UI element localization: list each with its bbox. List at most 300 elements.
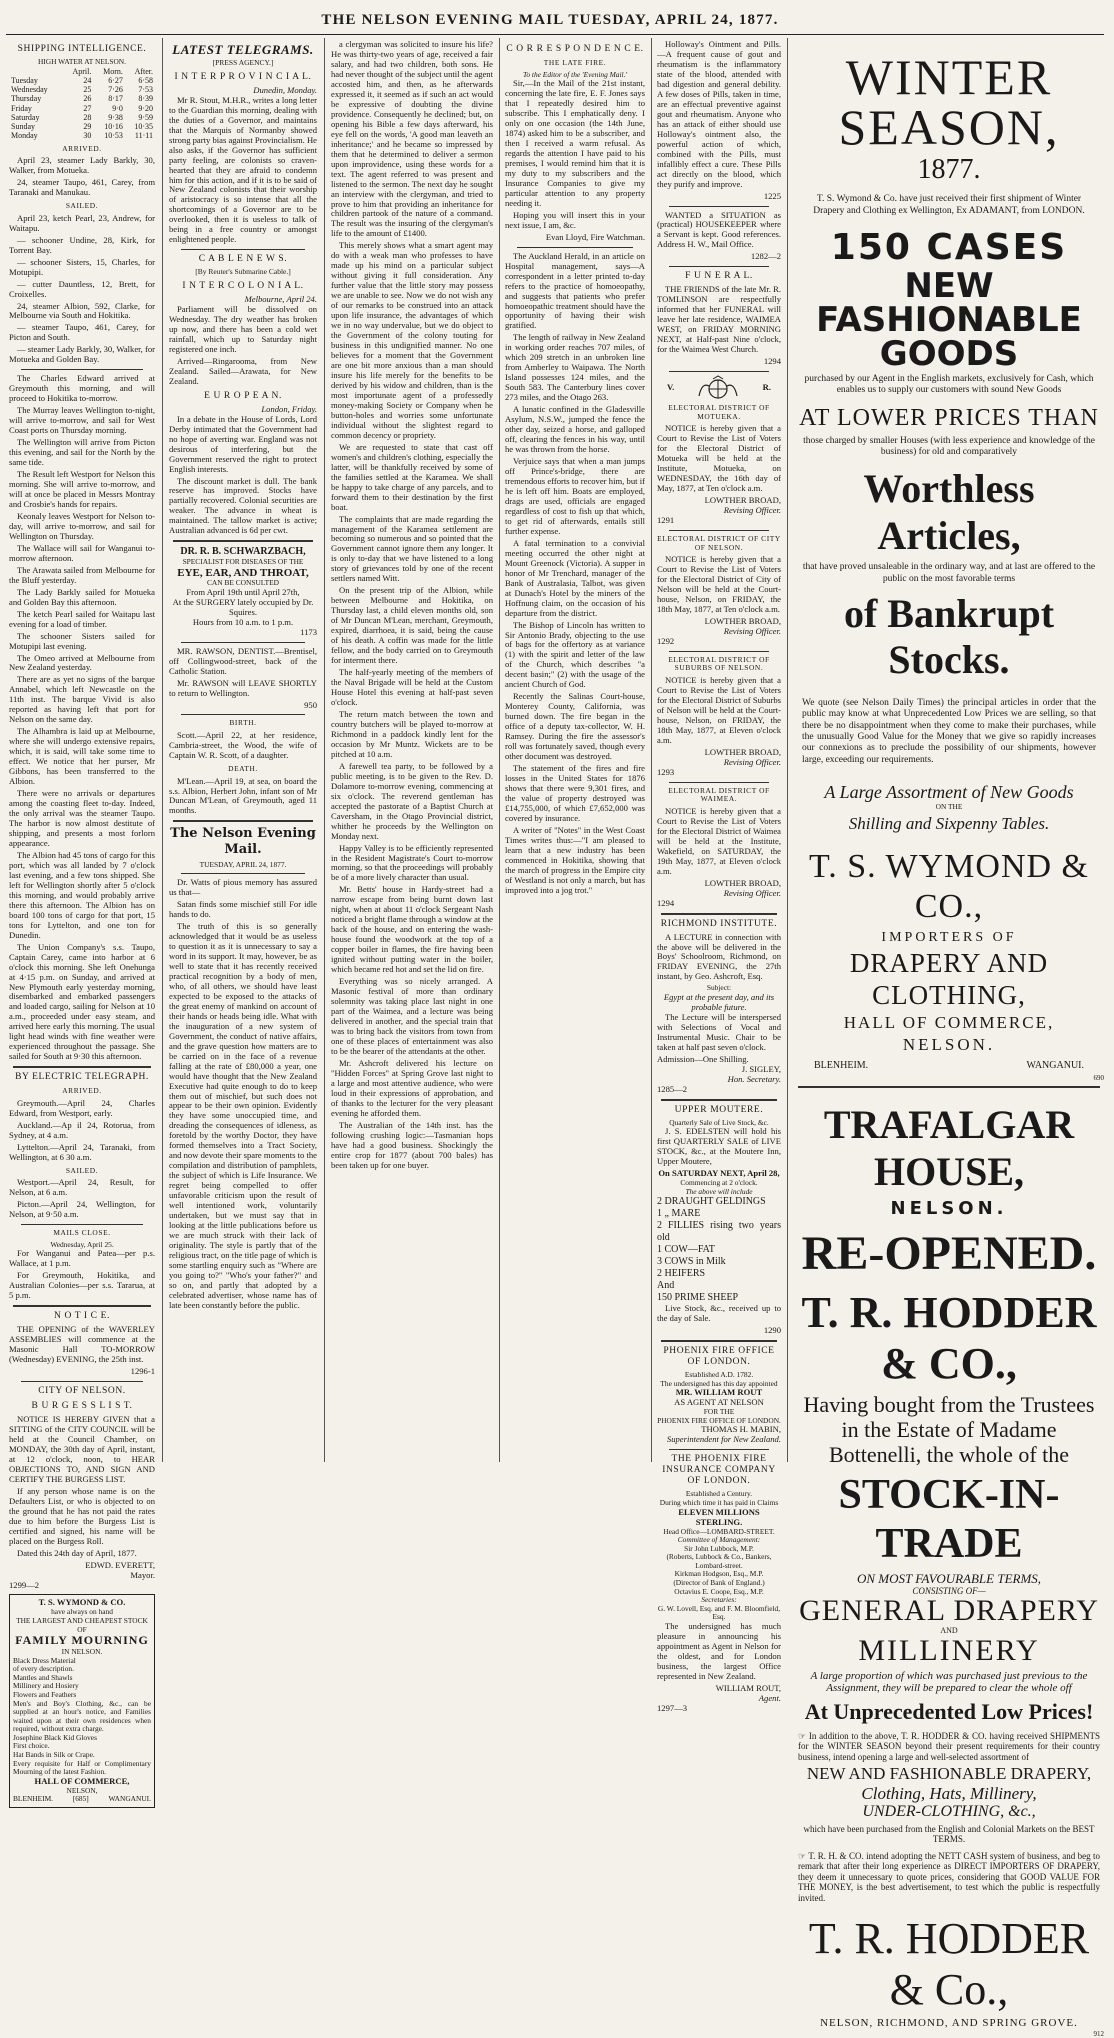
- tide-cell: 25: [83, 85, 92, 95]
- paper-date: TUESDAY, APRIL 24, 1877.: [199, 859, 287, 869]
- mails-day: Wednesday, April 25.: [50, 1239, 114, 1249]
- news-paragraph: The Arawata sailed from Melbourne for the Bluff yesterday.: [9, 564, 155, 585]
- tide-cell: Sunday: [11, 122, 35, 132]
- column-divider: [324, 38, 325, 1462]
- news-paragraph: The Omeo arrived at Melbourne from New Zealand yesterday.: [9, 652, 155, 673]
- importers-label: IMPORTERS OF: [881, 930, 1017, 946]
- ad-number: 1290: [763, 1325, 781, 1336]
- tide-cell: Monday: [11, 131, 38, 141]
- tide-cell: 10·53: [104, 131, 123, 141]
- role: Revising Officer.: [723, 625, 781, 636]
- column-shipping: [4, 38, 160, 1804]
- phoenix-heading: PHOENIX FIRE OFFICE OF LONDON.: [663, 1346, 775, 1368]
- large-proportion-text: A large proportion of which was purchased just previous to the Assignment, they will be prepared to clear the whole off: [810, 1669, 1088, 1695]
- tide-cell: 24: [83, 75, 92, 85]
- city-elec-heading: ELECTORAL DISTRICT OF CITY OF NELSON.: [657, 533, 781, 552]
- advert-items: [13, 1657, 151, 1777]
- advert-item: Black Dress Material: [13, 1655, 76, 1665]
- news-paragraph: The Murray leaves Wellington to-night, will arrive to-morrow, and sail for West Coast ports on Thursday morning.: [9, 405, 155, 436]
- millinery-headline: MILLINERY: [858, 1633, 1040, 1667]
- telegraph-arrived-list: [9, 1099, 155, 1163]
- tide-head-cell: After.: [134, 66, 153, 76]
- tide-row: [9, 85, 155, 94]
- advert-item: of every description.: [13, 1664, 74, 1674]
- news-paragraph: Mr. Betts' house in Hardy-street had a narrow escape from being burnt down last night, when at about 11 o'clock Sergeant Nash noticed a bright flame through a window at the back of the house, and on entering the wash-house found the woodwork at the top of a copper boiler in flames, the fire having been ignited without putting water in the boiler, which became red hot and set the lid on fire.: [331, 884, 493, 975]
- arrived-item: 24, steamer Taupo, 461, Carey, from Taranaki and Manukau.: [9, 177, 155, 198]
- news-paragraph: The statement of the fires and fire losses in the United States for 1876 shows that there were 9,301 fires, and the value of property destroyed was £14,755,000, of which £7,652,000 was covered by insurance.: [505, 763, 645, 823]
- sailed-item: April 23, ketch Pearl, 23, Andrew, for Waitapu.: [9, 212, 155, 233]
- general-drapery-headline: GENERAL DRAPERY: [799, 1594, 1099, 1628]
- column-display-adverts: [788, 38, 1110, 2038]
- city-heading: CITY OF NELSON.: [38, 1385, 126, 1396]
- news-paragraph: The Charles Edward arrived at Greymouth this morning, and will proceed to Hokitika to-morrow.: [9, 373, 155, 404]
- livestock-item: 2 DRAUGHT GELDINGS: [657, 1196, 766, 1208]
- mourning-advert: [9, 1594, 155, 1807]
- richmond-admission: Admission—One Shilling.: [657, 1053, 749, 1064]
- divider: [21, 1224, 143, 1225]
- motueka-text: NOTICE is hereby given that a Court to Revise the List of Voters for the Electoral District of Motueka will be held at the Institute, Motueka, on WEDNESDAY, the 16th day of May, 1877, at Ten o'clock a.m.: [657, 423, 781, 494]
- addition-text-body: In addition to the above, T. R. HODDER & CO. having received SHIPMENTS for the WINTER SEASON beyond their present requirements for their country business, intend opening a large and well-selected assortment of: [798, 1730, 1101, 1762]
- committee-member: (Director of Bank of England.): [673, 1577, 765, 1587]
- moutere-sub: Quarterly Sale of Live Stock, &c.: [669, 1117, 769, 1127]
- branch-place: BLENHEIM.: [814, 1060, 869, 1072]
- signature: LOWTHER BROAD,: [704, 746, 781, 757]
- reopened-headline: RE-OPENED.: [801, 1226, 1097, 1280]
- interprovincial-heading: I N T E R P R O V I N C I A L.: [174, 71, 312, 82]
- news-paragraph: The length of railway in New Zealand in working order reaches 707 miles, of which 209 stretch in an unbroken line from Amberley to Waipawa. The North Island possesses 124 miles, and the South 583. The Canterbury lines cover 273 miles, and the Otago 263.: [505, 332, 645, 403]
- moutere-time: Commencing at 2 o'clock.: [680, 1178, 758, 1188]
- intend-text-body: T. R. H. & CO. intend adopting the NETT CASH system of business, and beg to remark that after their long experience as DIRECT IMPORTERS OF DRAPERY, they deem it unnecessary to quote prices, considering that GOOD VALUE FOR THE MONEY, is the best advertisement, to test which the public is respectfully invited.: [798, 1850, 1100, 1903]
- phoenix2-secretaries: G. W. Lovell, Esq. and F. M. Bloomfield, Esq.: [657, 1603, 781, 1622]
- divider: [181, 642, 305, 643]
- ad-number: 1293: [657, 766, 675, 777]
- divider: [517, 247, 633, 248]
- column-notices: [652, 38, 786, 1713]
- tide-row: [9, 76, 155, 85]
- phoenix2-office: Head Office—LOMBARD-STREET.: [663, 1526, 775, 1536]
- editorial: [169, 878, 317, 1311]
- advert-item: Josephine Black Kid Gloves: [13, 1732, 97, 1742]
- advert-hall: HALL OF COMMERCE,: [34, 1775, 130, 1786]
- signature: LOWTHER BROAD,: [704, 495, 781, 506]
- divider: [13, 1305, 151, 1307]
- news-paragraph: The Result left Westport for Nelson this morning. She will arrive to-morrow, and will at once be placed in Messrs Montray and Crosbie's hands for repairs.: [9, 469, 155, 509]
- telegraph-arrived-item: Lyttelton.—April 24, Taranaki, from Wellington, at 6 30 a.m.: [9, 1141, 155, 1162]
- divider: [669, 530, 769, 531]
- tide-cell: Saturday: [11, 112, 40, 122]
- news-paragraph: The Albion had 45 tons of cargo for this port, which was all landed by 7 o'clock last evening, and a few tons shipped. She left for Wellington shortly after 5 o'clock this morning, and would probably arrive there this afternoon. The Albion has on board 100 tons of cargo for that port, 15 tons for Lyttelton, and one ton for Dunedin.: [9, 849, 155, 940]
- european-heading: E U R O P E A N.: [204, 390, 282, 401]
- hodder-firm-footer: T. R. HODDER & Co.,: [808, 1914, 1090, 2015]
- branch-place: WANGANUI.: [1026, 1060, 1084, 1072]
- addition-text: [798, 1731, 1100, 1762]
- high-water-heading: HIGH WATER AT NELSON.: [37, 57, 126, 67]
- tide-cell: 6·58: [138, 75, 153, 85]
- cable-sub: [By Reuter's Submarine Cable.]: [195, 267, 291, 277]
- unprecedented-headline: At Unprecedented Low Prices!: [804, 1699, 1094, 1725]
- rawson-text-2: Mr. RAWSON will LEAVE SHORTLY to return to Wellington.: [169, 677, 317, 698]
- article-text: The discount market is dull. The bank reserve has improved. Stocks have partially recovered. Colonial securities are weaker. The advance in wheat is maintained. The tallow market is active; Australian advanced is 6d per cwt.: [169, 475, 317, 536]
- ad-number: 1294: [657, 897, 675, 908]
- role: Hon. Secretary.: [727, 1073, 781, 1084]
- having-bought-text: Having bought from the Trustees in the Estate of Madame Bottenelli, the whole of the: [803, 1391, 1095, 1468]
- tide-head-row: [9, 67, 155, 76]
- signature: THOMAS H. MABIN,: [701, 1424, 781, 1435]
- divider: [669, 371, 769, 372]
- news-items: [505, 252, 645, 896]
- sailed-item: 24, steamer Albion, 592, Clarke, for Melbourne via South and Hokitika.: [9, 300, 155, 321]
- news-paragraph: There are as yet no signs of the barque Annabel, which left Newcastle on the 11th inst. The barque Vivid is also reported as having left that port for Nelson on the same day.: [9, 674, 155, 725]
- funeral-heading: F U N E R A L.: [685, 271, 753, 282]
- letter-to: To the Editor of the 'Evening Mail.': [522, 69, 628, 79]
- waimea-heading: ELECTORAL DISTRICT OF WAIMEA.: [668, 785, 770, 804]
- death-text: M'Lean.—April 19, at sea, on board the s.s. Albion, Herbert John, infant son of Mr Duncan M'Lean, of Greymouth, aged 11 months.: [169, 775, 317, 816]
- divider: [669, 782, 769, 783]
- branch-places: [814, 1060, 1084, 1072]
- arrived-list: [9, 156, 155, 198]
- tide-row: [9, 131, 155, 140]
- telegraph-sailed-item: Westport.—April 24, Result, for Nelson, at 6 a.m.: [9, 1177, 155, 1198]
- tide-cell: 28: [83, 112, 92, 122]
- telegraph-sailed-list: [9, 1178, 155, 1220]
- doctor-sub: SPECIALIST FOR DISEASES OF THE: [182, 556, 304, 566]
- hodder-locations: NELSON, RICHMOND, AND SPRING GROVE.: [820, 2017, 1078, 2030]
- doctor-consult: CAN BE CONSULTED: [207, 578, 279, 588]
- signature: J. SIGLEY,: [741, 1063, 781, 1074]
- divider: [21, 369, 143, 370]
- burgess-number: 1299—2: [9, 1579, 40, 1590]
- moutere-include: The above will include: [685, 1186, 753, 1196]
- news-paragraph: Verjuice says that when a man jumps off Prince's-bridge, there are tremendous efforts to recover him, but if he is left off him. Boats are employed, drags are used, officials are engaged regardless of cost to fish up that which, to get rid of afterwards, entails still further expense.: [505, 456, 645, 536]
- doctor-place: At the SURGERY lately occupied by Dr. Squires.: [172, 596, 314, 617]
- vr-letter: R.: [762, 382, 771, 393]
- richmond-text: A LECTURE in connection with the above will be delivered in the Boys' Schoolroom, Richmond, on FRIDAY EVENING, the 27th instant, by Geo. Ashcroft, Esq.: [657, 931, 781, 982]
- livestock-item: 2 HEIFERS: [657, 1268, 706, 1280]
- advert-item: Every requisite for Half or Complimentary Mourning of the latest Fashion.: [13, 1758, 151, 1777]
- tide-cell: 9·20: [138, 103, 153, 113]
- tide-cell: 7·26: [108, 85, 123, 95]
- phoenix-agent: AS AGENT AT NELSON: [674, 1397, 764, 1408]
- news-paragraph: On the present trip of the Albion, while between Melbourne and Hokitika, on Thursday last, a child eleven months old, son of Mr Duncan M'Lean, merchant, Greymouth, expired, diarrhoea, it is said, being the cause of his death. A coffin was made for the little fellow, and the body carried on to Greymouth for interment there.: [331, 585, 493, 666]
- phoenix2-claims: During which time it has paid in Claims: [659, 1497, 779, 1507]
- signature: WILLIAM ROUT,: [715, 1682, 781, 1693]
- telegraph-sailed-item: Picton.—April 24, Wellington, for Nelson, at 9·50 a.m.: [9, 1199, 155, 1220]
- tide-cell: 10·16: [104, 122, 123, 132]
- tide-cell: Friday: [11, 103, 32, 113]
- ad-number: 1291: [657, 514, 675, 525]
- masthead-title: THE NELSON EVENING MAIL TUESDAY, APRIL 24, 1877.: [321, 12, 779, 28]
- trafalgar-headline: TRAFALGAR HOUSE,: [823, 1102, 1075, 1194]
- sailed-item: — steamer Taupo, 461, Carey, for Picton and South.: [9, 322, 155, 343]
- burgess-text-2: If any person whose name is on the Defaulters List, or who is objected to on the ground that he has not paid the rates due to him before the Burgess List is certified and signed, his name will be placed on the Burgess Roll.: [9, 1485, 155, 1546]
- tide-cell: 6·27: [108, 75, 123, 85]
- livestock-item: 150 PRIME SHEEP: [657, 1292, 739, 1304]
- royal-arms: [667, 376, 771, 400]
- advert-headline: FAMILY MOURNING: [15, 1633, 149, 1648]
- masthead-rule: [6, 34, 1104, 35]
- winter-season-headline: WINTER SEASON,: [838, 49, 1060, 155]
- phoenix-name: MR. WILLIAM ROUT: [675, 1387, 763, 1398]
- worthless-text: that have proved unsaleable in the ordinary way, and at last are offered to the public on the most favorable terms: [802, 562, 1096, 584]
- news-paragraph: Recently the Salinas Court-house, Monterey County, California, was burned down. The fire began in the office of a deputy tax-collector, W. H. Ramsey. During the fire the assessor's roll was fortunately saved, though every other document was destroyed.: [505, 691, 645, 762]
- intend-text: [798, 1851, 1100, 1903]
- burgess-dated: Dated this 24th day of April, 1877.: [17, 1547, 137, 1558]
- new-fashionable-headline: NEW AND FASHIONABLE DRAPERY,: [806, 1763, 1092, 1783]
- ad-number: 1225: [763, 190, 781, 201]
- phoenix2-members: [657, 1545, 781, 1596]
- crest-icon: [696, 376, 740, 400]
- sailed-item: — steamer Lady Barkly, 30, Walker, for Motueka and Golden Bay.: [9, 344, 155, 365]
- burgess-signature: EDWD. EVERETT,: [85, 1559, 155, 1570]
- article-text: Mr R. Stout, M.H.R., writes a long letter to the Guardian this morning, dealing with the duties of a Governor, and maintains that the Marquis of Normanby showed strong party bias against Provincialism. He also asks, if the Governor has sufficient party feeling, are colonists so craven-hearted that they are afraid to condemn him for this action, and if it is to be said of New Zealand colonists that their worship of aristocracy is so intense that all the shortcomings of a Governor are to be overlooked, then it is useless to talk of being in a free country or amongst enlightened people.: [169, 94, 317, 245]
- tide-body: [9, 76, 155, 141]
- tide-row: [9, 94, 155, 103]
- news-paragraph: Keonaly leaves Westport for Nelson to-day, will arrive to-morrow, and sail for Wellington on Thursday.: [9, 510, 155, 541]
- rawson-number: 950: [304, 699, 317, 710]
- wanted-advert: WANTED a SITUATION as (practical) HOUSEKEEPER where a Servant is kept. Good references. Address H. W., Mail Office.: [657, 209, 781, 250]
- editorial-paragraph: Satan finds some mischief still For idle hands to do.: [169, 899, 317, 920]
- phoenix2-amount: ELEVEN MILLIONS STERLING.: [678, 1506, 760, 1527]
- advert-item: First choice.: [13, 1741, 50, 1751]
- shipping-heading: SHIPPING INTELLIGENCE.: [17, 44, 147, 54]
- richmond-subject-text: Egypt at the present day, and its probable future.: [663, 991, 775, 1012]
- phoenix2-heading: THE PHOENIX FIRE INSURANCE COMPANY OF LONDON.: [662, 1454, 776, 1487]
- phoenix-established: Established A.D. 1782.: [684, 1370, 754, 1380]
- richmond-text-2: The Lecture will be interspersed with Selections of Vocal and Instrumental Music. Chair to be taken at half past seven o'clock.: [657, 1011, 781, 1052]
- news-paragraph: A writer of "Notes" in the West Coast Times writes thus:—"I am pleased to learn that a new industry has been commenced in Hokitika, showing that the march of progress in the Empire city of Westland is not only a march, but has improved into a jog trot.": [505, 824, 645, 895]
- which-text: which have been purchased from the English and Colonial Markets on the BEST TERMS.: [803, 1823, 1095, 1845]
- bankrupt-headline: of Bankrupt Stocks.: [843, 590, 1055, 683]
- ad-number: 1297—3: [657, 1702, 688, 1713]
- pointing-hand-icon: ☞: [798, 1730, 807, 1741]
- phoenix-text: The undersigned has this day appointed: [660, 1378, 778, 1388]
- masthead: [0, 0, 1114, 36]
- telegraph-arrived-item: Auckland.—Ap il 24, Rotorua, from Sydney, at 4 a.m.: [9, 1119, 155, 1140]
- divider: [669, 651, 769, 652]
- livestock-item: 2 FILLIES rising two years old: [657, 1220, 781, 1244]
- moutere-date: On SATURDAY NEXT, April 28,: [658, 1168, 780, 1179]
- committee-member: Kirkman Hodgson, Esq., M.P.: [674, 1569, 764, 1579]
- role: Revising Officer.: [723, 887, 781, 898]
- stock-headline: STOCK-IN-TRADE: [838, 1472, 1060, 1568]
- tide-cell: 29: [83, 122, 92, 132]
- news-paragraph: a clergyman was solicited to insure his life? He was thirty-two years of age, received a fair salary, and had two children, both sons. He had never thought of the subject until the agent accosted him, and then, as he afterwards expressed it, it seemed as if such an act would be expressive of doubting the divine providence. Consequently he declined; but, on opening his Bible a few days afterward, his eye fell on the words, 'A good man leaveth an inheritance;' and he became so impressed by them that he determined to deliver a sermon upon improvidence, using these words for a text. The agent referred to was present and listened to the sermon. The next day he sought an interview with the clergyman, and tried to prove to him that providing an inheritance for children partook of the nature of a command. The result was the insuring of the clergyman's life to the amount of £1400.: [331, 39, 493, 239]
- mails-heading: MAILS CLOSE.: [53, 1228, 111, 1238]
- hodder-firm: T. R. HODDER & CO.,: [801, 1288, 1097, 1389]
- tide-cell: 27: [83, 103, 92, 113]
- news-paragraph: This merely shows what a smart agent may do with a weak man who professes to have made up his mind on a particular subject without giving it full consideration. Any further value that the little story may possess we are unable to see. Now we do not wish any of our remarks to be construed into an attack upon life insurance, the advantages of which we in no way undervalue, but we do object to the Government of the colony touting for business in this undignified manner. No one believes for a moment that the Government are one bit more anxious than a man should insure his life merely for the benefits to be derived by his widow and children, than is the most importunate agent of a professedly money-making Society or Company when he button-holes and worries some unfortunate individual without the slightest regard to common decency or propriety.: [331, 240, 493, 440]
- advert-sub-2: THE LARGEST AND CHEAPEST STOCK OF: [16, 1616, 148, 1634]
- letter-text: Sir,—In the Mail of the 21st instant, concerning the late fire, E. F. Jones says that I repeatedly desired him to subscribe. This I emphatically deny. I only on one occasion (the 14th June, 1874) asked him to be a subscriber, and then I received a warm refusal. As regards the attention I have paid to his premises, I would remind him that it is my duty to my subscribers and the Insurance Companies to give my particular attention to any property needing it.: [505, 78, 645, 208]
- favourable-terms: ON MOST FAVOURABLE TERMS,: [856, 1570, 1042, 1586]
- doctor-specialty: EYE, EAR, AND THROAT,: [177, 566, 309, 579]
- letter-signature: Evan Lloyd, Fire Watchman.: [545, 231, 645, 242]
- editorial-paragraph: Dr. Watts of pious memory has assured us that—: [169, 877, 317, 898]
- death-heading: DEATH.: [228, 763, 258, 773]
- ad-number: 690: [1093, 1074, 1104, 1083]
- telegraph-heading: BY ELECTRIC TELEGRAPH.: [15, 1072, 149, 1083]
- goods-headline: NEW FASHIONABLE GOODS: [816, 266, 1082, 374]
- column-correspondence: [500, 38, 650, 1462]
- editorial-paragraph: The truth of this is so generally acknowledged that it would be as useless to question it as it is unnecessary to say a word in its support. It may, however, be as well to state that it has recently received practical recognition by a body of men, who, of all others, we should have least expected to be exposed to the attacks of the great enemy of mankind on account of their hands or heads being idle. What with the inauguration of a new system of Government, the conduct of native affairs, and the grave question how matters are to be carried on in the face of a revenue falling at the rate of £80,000 a year, one would have thought that the New Zealand Executive had quite enough to do to keep them out of mischief, but such does not appear to be their own opinion. Evidently they have some unoccupied time, and dreading the consequences of idleness, as foretold by the worthy Doctor, they have formed themselves into a Tract Society, and now devote their spare moments to the compilation and distribution of pamphlets, the subject of which is Life Insurance. We regret being compelled to offer unfavorable criticism upon the result of well intentioned work, voluntarily undertaken, but we must say that in looking at the little publications before us we are much struck with their lack of originality. The style is partly that of the religious tract, on the title page of which is some startling enquiry such as "Where are you going to?" "Who's your father?" and so on, and partly that adopted by a celebrated advertiser, whose name has of late been constantly before the public.: [169, 921, 317, 1310]
- column-local-news: [326, 38, 498, 1462]
- mail-item: For Greymouth, Hokitika, and Australian Colonies—per s.s. Tararua, at 5 p.m.: [9, 1270, 155, 1301]
- winter-year: 1877.: [917, 154, 981, 185]
- advert-place: IN NELSON.: [61, 1647, 103, 1657]
- livestock-item: And: [657, 1280, 675, 1292]
- on-the: ON THE: [935, 801, 963, 811]
- birth-heading: BIRTH.: [229, 718, 257, 728]
- mails-list: [9, 1249, 155, 1301]
- sailed-item: — cutter Dauntless, 12, Brett, for Croixelles.: [9, 278, 155, 299]
- ad-number: 1285—2: [657, 1083, 688, 1094]
- tide-head-cell: April.: [72, 66, 92, 76]
- tables-headline: Shilling and Sixpenny Tables.: [848, 813, 1050, 833]
- divider: [669, 206, 769, 207]
- burgess-heading: B U R G E S S L I S T.: [31, 1400, 133, 1411]
- advert-item: Mantles and Shawls: [13, 1672, 73, 1682]
- advert-item: Flowers and Feathers: [13, 1689, 77, 1699]
- tide-cell: 8·39: [138, 94, 153, 104]
- lower-prices-headline: AT LOWER PRICES THAN: [799, 404, 1099, 431]
- signature: LOWTHER BROAD,: [704, 877, 781, 888]
- city-elec-text: NOTICE is hereby given that a Court to Revise the List of Voters for the Electoral District of City of Nelson will be held at the Court-house, Nelson, on FRIDAY, the 18th May, 1877, at Ten o'clock a.m.: [657, 554, 781, 614]
- divider: [181, 249, 305, 250]
- news-paragraph: The Alhambra is laid up at Melbourne, where she will undergo extensive repairs, which, it is said, will take some time to effect. We notice that her purser, Mr Gibbons, has been transferred to the Albion.: [9, 726, 155, 787]
- tide-table: [9, 67, 155, 141]
- under-clothing-headline: UNDER-CLOTHING, &c.,: [862, 1803, 1036, 1821]
- telegraph-arrived-item: Greymouth.—April 24, Charles Edward, from Westport, early.: [9, 1097, 155, 1118]
- news-paragraph: A lunatic confined in the Gladesville Asylum, N.S.W., jumped the fence the other day, seized a horse, and galloped off, clearing the fences in his way, until he was thrown from the horse.: [505, 404, 645, 455]
- news-paragraph: The schooner Sisters sailed for Motupipi last evening.: [9, 630, 155, 651]
- tide-cell: Thursday: [11, 94, 42, 104]
- divider: [181, 714, 305, 715]
- tide-cell: 7·53: [138, 85, 153, 95]
- role: Revising Officer.: [723, 756, 781, 767]
- news-paragraph: The Auckland Herald, in an article on Hospital management, says—A correspondent in a letter printed to-day refers to the practice of homoeopathy, and suggests that patients who prefer homoeopathic treatment should have the opportunity of having their wish gratified.: [505, 250, 645, 331]
- divider: [173, 820, 313, 822]
- sailed-heading: SAILED.: [65, 201, 99, 211]
- sailed-item: — schooner Sisters, 15, Charles, for Motupipi.: [9, 256, 155, 277]
- advert-nelson: NELSON,: [66, 1785, 98, 1795]
- shipping-news: [9, 374, 155, 1062]
- news-paragraph: The Australian of the 14th inst. has the following crushing logic:—Tasmanian hops have had a good business. Shockingly the entire crop for 1877 (about 700 bales) has been taken up for one buyer.: [331, 1119, 493, 1170]
- news-paragraph: The Union Company's s.s. Taupo, Captain Carey, came into harbor at 6 o'clock this morning. She left Onehunga at 4·15 p.m. on Sunday, and arrived at New Plymouth early yesterday morning, disembarked and embarked passengers and loaded cargo, sailing for Nelson at 10 a.m., proceeded under easy steam, and arrived here early this morning. The usual light head winds with fine weather were experienced throughout the passage. She sailed for South at 9·30 this afternoon.: [9, 941, 155, 1062]
- arrived-item: April 23, steamer Lady Barkly, 30, Walker, from Motueka.: [9, 155, 155, 176]
- divider: [173, 540, 313, 542]
- news-paragraph: Happy Valley is to be efficiently represented in the Resident Magistrate's Court to-morrow morning, so that the proceedings will probably be of a more lively character than usual.: [331, 842, 493, 883]
- dateline: Melbourne, April 24.: [244, 294, 317, 304]
- tide-row: [9, 122, 155, 131]
- column-divider: [162, 38, 163, 1462]
- pointing-hand-icon: ☞: [798, 1850, 807, 1861]
- burgess-role: Mayor.: [130, 1569, 155, 1580]
- role: Agent.: [758, 1692, 781, 1703]
- tide-row: [9, 113, 155, 122]
- tide-head-cell: [9, 67, 63, 76]
- committee-member: Octavius E. Coope, Esq., M.P.: [674, 1586, 764, 1596]
- divider: [21, 1381, 143, 1382]
- phoenix2-secretaries-label: Secretaries:: [701, 1595, 737, 1605]
- mail-item: For Wanganui and Patea—per p.s. Wallace, at 1 p.m.: [9, 1248, 155, 1269]
- news-paragraph: The ketch Pearl sailed for Waitapu last evening for a load of timber.: [9, 608, 155, 629]
- arrived-heading: ARRIVED.: [62, 143, 102, 153]
- lower-prices-text: those charged by smaller Houses (with less experience and knowledge of the business) for old and comparatively: [803, 435, 1095, 457]
- divider: [669, 266, 769, 267]
- news-paragraph: The Bishop of Lincoln has written to Sir Antonio Brady, objecting to the use of bags for the offertory as at variance (1) with the spirit and letter of the law of the Church, which describes "a decent basin;" (2) with the usage of the ancient Church of God.: [505, 619, 645, 690]
- sailed-list: [9, 214, 155, 366]
- worthless-headline: Worthless Articles,: [863, 466, 1035, 558]
- press-agency: [PRESS AGENCY.]: [212, 58, 274, 68]
- dateline: Dunedin, Monday.: [253, 84, 317, 95]
- divider: [661, 1340, 777, 1342]
- news-paragraph: A fatal termination to a convivial meeting occurred the other night at Mount Greenock (Victoria). A supper in honor of Mr Trenchard, manager of the Bank of Australasia, Talbot, was given at Dunach's Hotel by the miners of the Hoffnung claim, on the occasion of his departure from the district.: [505, 537, 645, 618]
- sailed-item: — schooner Undine, 28, Kirk, for Torrent Bay.: [9, 234, 155, 255]
- quote-text: We quote (see Nelson Daily Times) the principal articles in order that the public may know at what Unprecedented Low Prices we are selling, so that there be no disappointment when they come to make their purchases, while the unusually Good Value for the Money that we give so rapidly increases our connexions as to preclude the possibility of our shipments, however large, exceeding our requirements.: [802, 697, 1096, 765]
- news-paragraph: A farewell tea party, to be followed by a public meeting, is to be given to the Rev. D. Dolamore to-morrow evening, commencing at six o'clock. The reverend gentleman has accepted the pastorate of a Baptist Church at Caversham, in the Otago Provincial district, whither he proceeds by the Wellington on Monday next.: [331, 760, 493, 841]
- advert-sub: have always on hand: [51, 1607, 113, 1617]
- letter-text: Hoping you will insert this in your next issue, I am, &c.: [505, 209, 645, 230]
- livestock-item: 3 COWS in Milk: [657, 1256, 726, 1268]
- committee-member: Sir John Lubbock, M.P.: [684, 1543, 754, 1553]
- ad-number: 1282—2: [750, 251, 781, 262]
- tide-cell: Wednesday: [11, 85, 48, 95]
- advert-footer: [13, 1795, 151, 1804]
- tide-cell: 9·59: [138, 112, 153, 122]
- advert-footer-item: [685]: [72, 1794, 89, 1804]
- divider: [661, 913, 777, 915]
- advert-footer-item: WANGANUI.: [108, 1794, 151, 1804]
- telegraph-sailed-heading: SAILED.: [65, 1165, 99, 1175]
- birth-text: Scott.—April 22, at her residence, Cambria-street, the Wood, the wife of Captain W. R. Scott, of a daughter.: [169, 730, 317, 760]
- correspondence-heading: C O R R E S P O N D E N C E.: [506, 44, 644, 54]
- advert-item: Hat Bands in Silk or Crape.: [13, 1750, 95, 1760]
- tide-cell: Tuesday: [11, 75, 38, 85]
- news-paragraph: We are requested to state that cast off women's and children's clothing, especially the latter, will be thankfully received by some of the families settled at the Karamea. We shall be happy to take charge of any parcels, and to forward them to their destination by the first boat.: [331, 441, 493, 512]
- ad-number: 1292: [657, 635, 675, 646]
- burgess-text: NOTICE IS HEREBY GIVEN that a SITTING of the CITY COUNCIL will be held at the Council Chamber, on MONDAY, the 30th day of April, instant, at 12 o'clock, noon, to HEAR OBJECTIONS TO, AND SIGN AND CERTIFY THE BURGESS LIST.: [9, 1414, 155, 1484]
- article-text: Parliament will be dissolved on Wednesday. The dry weather has broken up now, and there has been a cold wet rainfall, which up to Saturday night registered one inch.: [169, 303, 317, 354]
- tide-cell: 10·35: [134, 122, 153, 132]
- hall-of-commerce: HALL OF COMMERCE,: [843, 1012, 1055, 1032]
- purchased-text: purchased by our Agent in the English markets, exclusively for Cash, which enables us to supply our customers with sound New Goods: [804, 374, 1094, 396]
- moutere-foot: Live Stock, &c., received up to the day of Sale.: [657, 1303, 781, 1324]
- advert-footer-item: BLENHEIM.: [13, 1794, 54, 1804]
- tide-head-cell: Morn.: [103, 66, 123, 76]
- livestock-item: 1 COW—FAT: [657, 1244, 715, 1256]
- divider: [669, 1449, 769, 1450]
- doctor-hours: Hours from 10 a.m. to 1 p.m.: [192, 616, 294, 627]
- richmond-subject: Subject:: [706, 983, 732, 993]
- phoenix2-committee: Committee of Management:: [677, 1535, 761, 1545]
- local-news: [331, 40, 493, 1171]
- suburbs-text: NOTICE is hereby given that a Court to Revise the List of Voters for the Electoral District of Suburbs of Nelson will be held at the Court-house, Nelson, on FRIDAY, the 18th May, 1877, at Eleven o'clock a.m.: [657, 674, 781, 745]
- news-paragraph: There were no arrivals or departures among the coasting fleet to-day. Indeed, the only arrival was the steamer Taupo. The harbor is now almost destitute of shipping, and presents a most forlorn appearance.: [9, 788, 155, 848]
- moutere-heading: UPPER MOUTERE.: [674, 1104, 764, 1115]
- notice-heading: N O T I C E.: [54, 1311, 110, 1322]
- notice-text: THE OPENING of the WAVERLEY ASSEMBLIES will commence at the Masonic Hall TO-MORROW (Wednesday) EVENING, the 25th inst.: [9, 1324, 155, 1365]
- clothing-headline: Clothing, Hats, Millinery,: [861, 1783, 1037, 1803]
- doctor-name: DR. R. B. SCHWARZBACH,: [180, 546, 306, 558]
- advert-item: Millinery and Hosiery: [13, 1681, 79, 1691]
- livestock-item: 1 „ MARE: [657, 1208, 701, 1220]
- notice-number: 1296-1: [130, 1366, 155, 1376]
- divider: [798, 1086, 1100, 1088]
- advert-item: Men's and Boy's Clothing, &c., can be supplied at an hour's notice, and Families waited upon at their own residences when required, without extra charge.: [13, 1698, 151, 1734]
- cases-headline: 150 CASES: [830, 227, 1068, 269]
- telegraph-arrived-heading: ARRIVED.: [62, 1086, 102, 1096]
- doctor-dates: From April 19th until April 27th,: [186, 586, 300, 597]
